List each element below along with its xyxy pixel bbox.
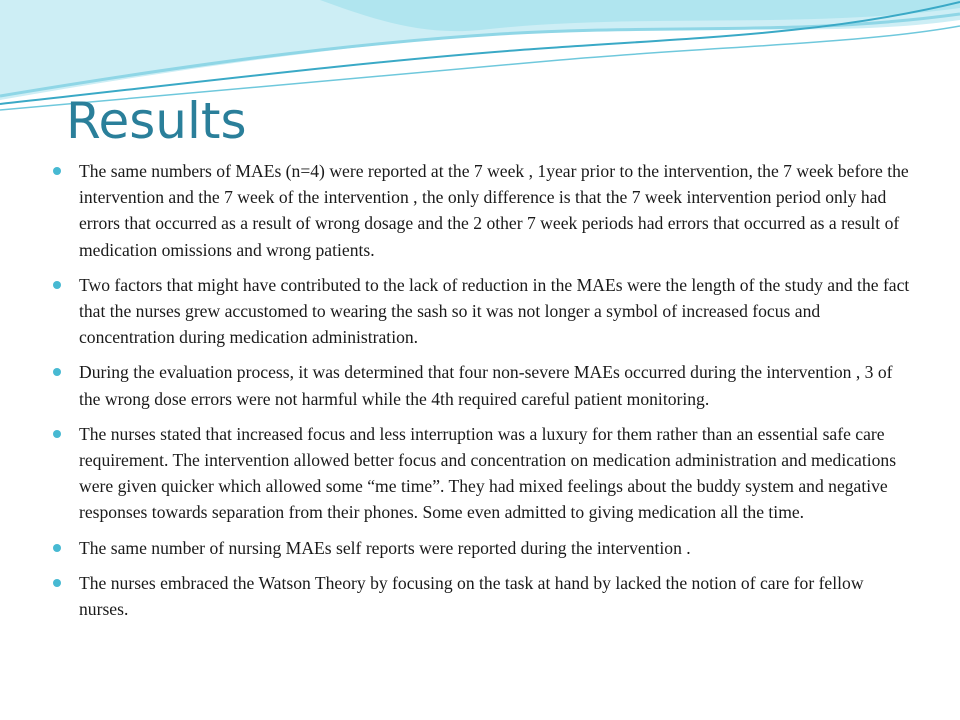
bullet-list bbox=[50, 158, 910, 631]
bullet-dot-icon bbox=[53, 579, 61, 587]
bullet-dot-icon bbox=[53, 544, 61, 552]
bullet-item bbox=[50, 158, 910, 263]
bullet-dot-icon bbox=[53, 281, 61, 289]
bullet-dot-icon bbox=[53, 167, 61, 175]
bullet-text: The nurses embraced the Watson Theory by focusing on the task at hand by lacked the notion of care for fellow nurses. bbox=[79, 572, 864, 620]
bullet-item bbox=[50, 570, 910, 622]
slide-title: Results bbox=[66, 92, 247, 150]
bullet-item bbox=[50, 272, 910, 351]
bullet-item bbox=[50, 535, 910, 561]
bullet-item bbox=[50, 359, 910, 411]
bullet-text: The nurses stated that increased focus and less interruption was a luxury for them rather than an essential safe care requirement. The intervention allowed better focus and concentration on medication administration and medications were given quicker which allowed some “me time”. They had mixed feelings about the buddy system and negative responses towards separation from their phones. Some even admitted to giving medication all the time. bbox=[79, 423, 897, 523]
bullet-text: The same numbers of MAEs (n=4) were reported at the 7 week , 1year prior to the intervention, the 7 week before the intervention and the 7 week of the intervention , the only difference is that the 7 week intervention period only had errors that occurred as a result of wrong dosage and the 2 other 7 week periods had errors that occurred as a result of medication omissions and wrong patients. bbox=[79, 161, 909, 260]
bullet-dot-icon bbox=[53, 368, 61, 376]
bullet-text: The same number of nursing MAEs self reports were reported during the intervention . bbox=[79, 537, 691, 558]
bullet-item bbox=[50, 421, 910, 526]
bullet-text: Two factors that might have contributed to the lack of reduction in the MAEs were the length of the study and the fact that the nurses grew accustomed to wearing the sash so it was not longer a symbol of increased focus and concentration during medication administration. bbox=[79, 274, 910, 348]
bullet-dot-icon bbox=[53, 430, 61, 438]
bullet-text: During the evaluation process, it was determined that four non-severe MAEs occurred during the intervention , 3 of the wrong dose errors were not harmful while the 4th required careful patient monitoring. bbox=[79, 362, 893, 409]
